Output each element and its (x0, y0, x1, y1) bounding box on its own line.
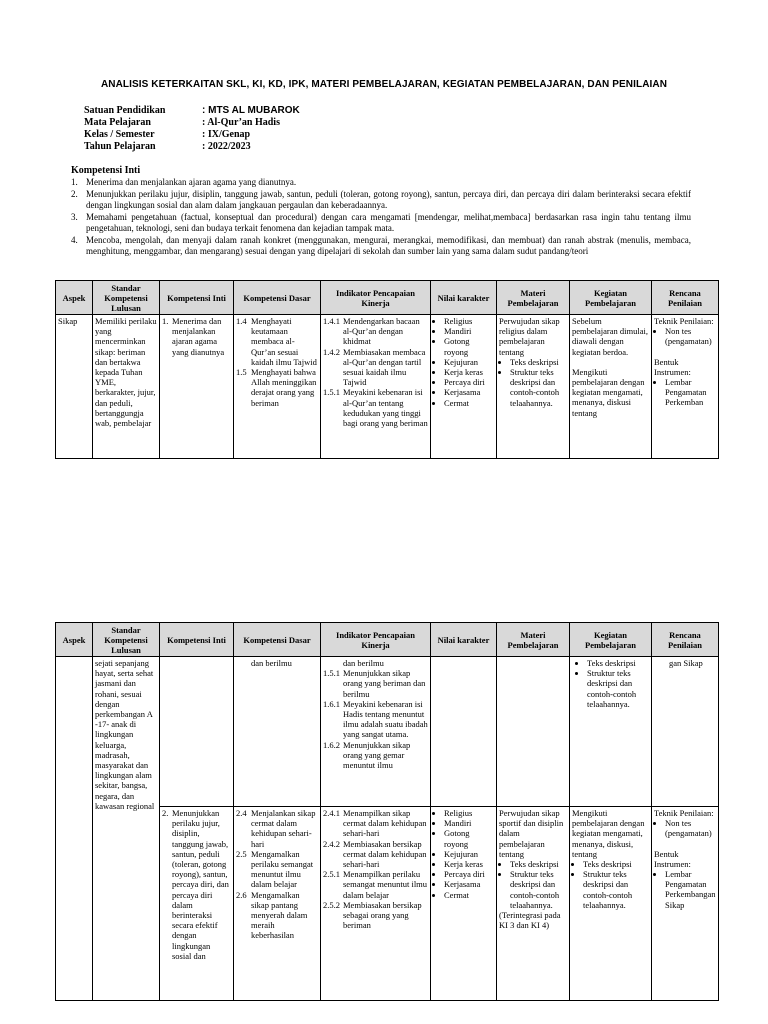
header-kd: Kompetensi Dasar (234, 623, 321, 657)
ipk-item: 1.4.1 Mendengarkan bacaan al-Qur’an dengan khidmat (323, 316, 420, 347)
cell-kd (234, 315, 321, 459)
ipk-item: 1.6.1 Meyakini kebenaran isi Hadis tentang menuntut ilmu adalah suatu ibadah yang sangat utama. (323, 698, 428, 740)
nilai-item: • Cermat (444, 398, 494, 408)
header-ipk: Indikator Pencapaian Kinerja (321, 623, 431, 657)
nilai-item: • Kerjasama (444, 387, 494, 397)
penilaian-item: • Lembar Pengamatan Perkembangan Sikap (665, 869, 716, 910)
nilai-item: • Mandiri (444, 818, 494, 828)
header-materi: Materi Pembelajaran (497, 281, 570, 315)
nilai-item: • Gotong royong (444, 336, 494, 356)
meta-row-tahun (84, 141, 300, 153)
ipk-item: 1.4.2 Membiasakan membaca al-Qur’an dengan tartil sesuai kaidah ilmu Tajwid (323, 346, 426, 388)
meta-label: Mata Pelajaran (84, 117, 151, 128)
kompetensi-inti-section (71, 165, 691, 258)
materi-intro: Perwujudan sikap religius dalam pembelajaran tentang (499, 316, 560, 357)
table-row (56, 315, 719, 459)
meta-row-kelas (84, 129, 300, 141)
analysis-table-2 (55, 622, 719, 1001)
cell-aspek (56, 657, 93, 1001)
header-aspek: Aspek (56, 623, 93, 657)
document-title: ANALISIS KETERKAITAN SKL, KI, KD, IPK, MATERI PEMBELAJARAN, KEGIATAN PEMBELAJARAN, DAN PENILAIAN (100, 79, 668, 90)
ipk-item: 1.5.1 Meyakini kebenaran isi al-Qur’an tentang kedudukan yang tinggi bagi orang yang beriman (323, 387, 428, 429)
ipk-item: 2.4.2 Membiasakan bersikap cermat dalam kehidupan sehari-hari (323, 838, 427, 870)
cell-aspek: Sikap (56, 315, 93, 459)
kegiatan-text: Mengikuti pembelajaran dengan kegiatan mengamati, menanya, diskusi tentang (572, 366, 645, 418)
cell-materi (497, 657, 570, 807)
header-skl: Standar Kompetensi Lulusan (93, 281, 160, 315)
ipk-item: 2.4.1 Menampilkan sikap cermat dalam kehidupan sehari-hari (323, 808, 427, 839)
cell-kd (234, 807, 321, 1001)
ki-text: Mencoba, mengolah, dan menyaji dalam ranah konkret (menggunakan, mengurai, merangkai, memodifikasi, dan membuat) dan ranah abstrak (menulis, membaca, menghitung, menggambar, dan mengarang) sesuai dengan yang dipelajari di sekolah dan sumber lain yang sama dalam sudut pandang/teori (86, 234, 691, 256)
header-nilai: Nilai karakter (431, 281, 497, 315)
nilai-item: • Kerja keras (444, 367, 494, 377)
ki-item (71, 177, 691, 189)
ki-text: Memahami pengetahuan (factual, konseptual dan procedural) dengan cara mengamati [mendengar, melihat,membaca] berdasarkan rasa ingin tahu tentang ilmu pengetahuan, teknologi, seni dan budaya terkait fenomena dan kejadian tampak mata. (86, 211, 691, 233)
penilaian-item: • Non tes (pengamatan) (665, 818, 716, 838)
kd-continuation: dan berilmu (251, 658, 292, 668)
cell-penilaian (652, 807, 719, 1001)
ki-text: Menunjukkan perilaku jujur, disiplin, tanggung jawab, santun, peduli (toleran, gotong royong), santun, percaya diri, dan percaya diri dalam berinteraksi secara efektif dengan lingkungan sosial dan alam dalam jangkauan pergaulan dan keberadaannya. (86, 188, 691, 210)
cell-materi (497, 807, 570, 1001)
ki-number: 2. (162, 808, 169, 818)
cell-kegiatan (570, 807, 652, 1001)
header-nilai: Nilai karakter (431, 623, 497, 657)
ipk-item: 1.6.2 Menunjukkan sikap orang yang gemar menuntut ilmu (323, 739, 411, 771)
table-header-row (56, 623, 719, 657)
cell-kegiatan (570, 315, 652, 459)
cell-ki (160, 657, 234, 807)
meta-value: : IX/Genap (202, 129, 251, 140)
cell-nilai (431, 657, 497, 807)
header-ki: Kompetensi Inti (160, 623, 234, 657)
kegiatan-item: • Struktur teks deskripsi dan contoh-contoh telaahannya. (587, 668, 649, 709)
kegiatan-item: • Struktur teks deskripsi dan contoh-contoh telaahannya. (583, 869, 649, 910)
nilai-item: • Gotong royong (444, 828, 494, 848)
cell-ki (160, 315, 234, 459)
cell-ipk (321, 657, 431, 807)
kompetensi-inti-heading: Kompetensi Inti (71, 165, 141, 176)
document-meta (84, 105, 300, 153)
nilai-item: • Mandiri (444, 326, 494, 336)
nilai-item: • Kerjasama (444, 879, 494, 889)
nilai-item: • Percaya diri (444, 377, 494, 387)
header-aspek: Aspek (56, 281, 93, 315)
ki-text: Menunjukkan perilaku jujur, disiplin, tanggung jawab, santun, peduli (toleran, gotong royong), santun, percaya diri, dan percaya diri dalam berinteraksi secara efektif dengan lingkungan sosial dan (172, 808, 229, 961)
cell-nilai (431, 807, 497, 1001)
cell-ki (160, 807, 234, 1001)
meta-value: : Al-Qur’an Hadis (202, 117, 280, 128)
kegiatan-item: • Teks deskripsi (587, 658, 649, 668)
nilai-item: • Kejujuran (444, 849, 494, 859)
kegiatan-text: Mengikuti pembelajaran dengan kegiatan mengamati, menanya, diskusi, tentang (572, 808, 645, 859)
meta-row-satuan (84, 105, 300, 117)
materi-note: (Terintegrasi pada KI 3 dan KI 4) (499, 910, 561, 931)
meta-label: Satuan Pendidikan (84, 105, 166, 116)
penilaian-item: • Non tes (pengamatan) (665, 326, 716, 346)
analysis-table-1 (55, 280, 719, 459)
kegiatan-item: • Teks deskripsi (583, 859, 649, 869)
header-kd: Kompetensi Dasar (234, 281, 321, 315)
cell-skl: Memiliki perilaku yang mencerminkan sikap: beriman dan bertakwa kepada Tuhan YME, berkarakter, jujur, dan peduli, bertanggungja wab, pembelajar (93, 315, 160, 459)
penilaian-bentuk: Bentuk Instrumen: (654, 356, 691, 377)
nilai-item: • Kejujuran (444, 357, 494, 367)
ki-item (71, 235, 691, 258)
penilaian-teknik: Teknik Penilaian: (654, 808, 714, 818)
cell-materi (497, 315, 570, 459)
meta-value: : MTS AL MUBAROK (202, 105, 300, 116)
header-ki: Kompetensi Inti (160, 281, 234, 315)
table-header-row (56, 281, 719, 315)
ipk-item: 2.5.2 Membiasakan bersikap sebagai orang yang beriman (323, 899, 422, 931)
meta-label: Tahun Pelajaran (84, 141, 156, 152)
ki-text: Menerima dan menjalankan ajaran agama yang dianutnya (172, 316, 225, 357)
ki-number: 1. (162, 316, 169, 326)
penilaian-item: • Lembar Pengamatan Perkemban (665, 377, 716, 408)
ki-number: 3. (71, 211, 78, 222)
materi-item: • Struktur teks deskripsi dan contoh-contoh telaahannya. (510, 367, 567, 408)
kd-item: 2.4 Menjalankan sikap cermat dalam kehidupan sehari-hari (236, 808, 316, 849)
nilai-item: • Religius (444, 316, 494, 326)
cell-skl: sejati sepanjang hayat, serta sehat jasmani dan rohani, sesuai dengan perkembangan A -17- anak di lingkungan keluarga, madrasah, masyarakat dan lingkungan alam sekitar, bangsa, negara, dan kawasan regional (93, 657, 160, 1001)
ipk-item: 1.5.1 Menunjukkan sikap orang yang beriman dan berilmu (323, 668, 426, 699)
cell-nilai (431, 315, 497, 459)
nilai-item: • Kerja keras (444, 859, 494, 869)
materi-item: • Struktur teks deskripsi dan contoh-contoh telaahannya. (510, 869, 567, 910)
cell-ipk (321, 807, 431, 1001)
kd-item: 1.4 Menghayati keutamaan membaca al-Qur’an sesuai kaidah ilmu Tajwid (236, 316, 317, 367)
cell-ipk (321, 315, 431, 459)
header-penilaian: Rencana Penilaian (652, 623, 719, 657)
materi-item: • Teks deskripsi (510, 859, 567, 869)
meta-label: Kelas / Semester (84, 129, 155, 140)
ki-number: 1. (71, 177, 78, 187)
nilai-item: • Percaya diri (444, 869, 494, 879)
kegiatan-text: Sebelum pembelajaran dimulai, diawali dengan kegiatan berdoa. (572, 316, 648, 357)
ki-item (71, 189, 691, 212)
table-row (56, 657, 719, 807)
meta-row-mapel (84, 117, 300, 129)
nilai-item: • Religius (444, 808, 494, 818)
header-skl: Standar Kompetensi Lulusan (93, 623, 160, 657)
materi-intro: Perwujudan sikap sportif dan disiplin dalam pembelajaran tentang (499, 808, 564, 859)
kd-item: 2.5 Mengamalkan perilaku semangat menuntut ilmu dalam belajar (236, 848, 314, 890)
cell-kd (234, 657, 321, 807)
header-ipk: Indikator Pencapaian Kinerja (321, 281, 431, 315)
ki-number: 4. (71, 234, 78, 245)
nilai-item: • Cermat (444, 890, 494, 900)
kd-item: 2.6 Mengamalkan sikap pantang menyerah dalam meraih keberhasilan (236, 889, 308, 941)
kd-item: 1.5 Menghayati bahwa Allah meninggikan derajat orang yang beriman (236, 367, 317, 408)
header-kegiatan: Kegiatan Pembelajaran (570, 623, 652, 657)
header-kegiatan: Kegiatan Pembelajaran (570, 281, 652, 315)
ipk-continuation: dan berilmu (343, 658, 384, 668)
ki-number: 2. (71, 188, 78, 199)
ipk-item: 2.5.1 Menampilkan perilaku semangat menuntut ilmu dalam belajar (323, 869, 428, 900)
header-materi: Materi Pembelajaran (497, 623, 570, 657)
penilaian-bentuk: Bentuk Instrumen: (654, 848, 691, 869)
meta-value: : 2022/2023 (202, 141, 251, 152)
penilaian-teknik: Teknik Penilaian: (654, 316, 714, 326)
header-penilaian: Rencana Penilaian (652, 281, 719, 315)
ki-text: Menerima dan menjalankan ajaran agama yang dianutnya. (86, 177, 297, 187)
cell-penilaian (652, 315, 719, 459)
ki-item (71, 212, 691, 235)
materi-item: • Teks deskripsi (510, 357, 567, 367)
cell-penilaian (652, 657, 719, 807)
cell-kegiatan (570, 657, 652, 807)
penilaian-continuation: gan Sikap (669, 658, 703, 668)
